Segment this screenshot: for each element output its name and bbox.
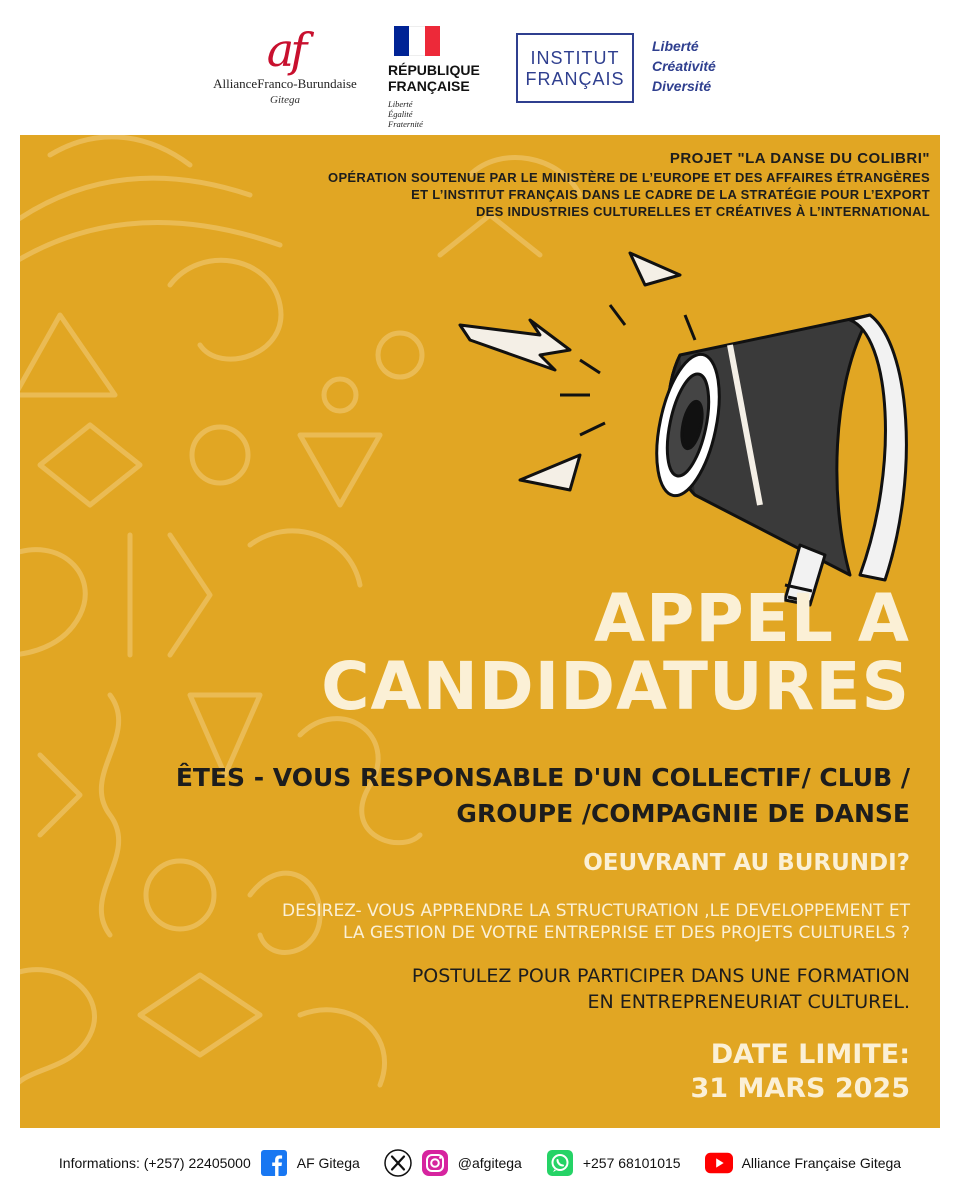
youtube-channel[interactable]: Alliance Française Gitega <box>741 1155 902 1171</box>
institut-line1: INSTITUT <box>530 48 620 68</box>
institut-tagline <box>652 36 716 96</box>
logo-bar <box>0 0 960 135</box>
marianne-flag-icon <box>394 26 440 56</box>
motto-egalite: Égalité <box>388 109 413 119</box>
alliance-city: Gitega <box>270 94 300 106</box>
apply-line1: POSTULEZ POUR PARTICIPER DANS UNE FORMATION <box>411 965 910 987</box>
republique-francaise-logo <box>388 26 498 129</box>
tag-creativite: Créativité <box>652 58 716 74</box>
desire-line1: DESIREZ- VOUS APPRENDRE LA STRUCTURATION ,LE DEVELOPPEMENT ET <box>282 901 910 921</box>
project-line-2: ET L’INSTITUT FRANÇAIS DANS LE CADRE DE LA STRATÉGIE POUR L’EXPORT <box>411 187 930 202</box>
af-mark: af <box>266 23 304 77</box>
deadline-block <box>690 1038 910 1106</box>
project-line-1: OPÉRATION SOUTENUE PAR LE MINISTÈRE DE L’EUROPE ET DES AFFAIRES ÉTRANGÈRES <box>328 170 930 185</box>
motto-liberte: Liberté <box>388 99 413 109</box>
republique-line1: RÉPUBLIQUE <box>388 62 480 78</box>
instagram-icon[interactable] <box>421 1149 449 1177</box>
alliance-name: AllianceFranco-Burundaise <box>213 76 357 91</box>
republique-line2: FRANÇAISE <box>388 78 470 94</box>
question-block <box>176 760 910 832</box>
project-line-3: DES INDUSTRIES CULTURELLES ET CRÉATIVES À L’INTERNATIONAL <box>475 204 930 219</box>
instagram-handle[interactable]: @afgitega <box>457 1155 522 1171</box>
youtube-icon[interactable] <box>705 1149 733 1177</box>
apply-block <box>412 963 910 1015</box>
desire-block <box>282 900 910 944</box>
whatsapp-number[interactable]: +257 68101015 <box>582 1155 681 1171</box>
facebook-handle[interactable]: AF Gitega <box>296 1155 360 1171</box>
facebook-icon[interactable] <box>260 1149 288 1177</box>
project-header <box>328 149 930 220</box>
contact-footer <box>0 1138 960 1188</box>
megaphone-icon <box>430 245 910 615</box>
institut-francais-logo <box>516 33 634 103</box>
project-title: PROJET "LA DANSE DU COLIBRI" <box>669 150 930 167</box>
tag-diversite: Diversité <box>652 78 712 94</box>
apply-line2: EN ENTREPRENEURIAT CULTUREL. <box>587 991 910 1013</box>
whatsapp-icon[interactable] <box>546 1149 574 1177</box>
deadline-label: DATE LIMITE: <box>710 1039 910 1070</box>
question-line2: GROUPE /COMPAGNIE DE DANSE <box>456 799 910 828</box>
x-icon[interactable] <box>384 1149 412 1177</box>
tag-liberte: Liberté <box>652 38 699 54</box>
info-phone: Informations: (+257) 22405000 <box>58 1155 251 1171</box>
headline <box>321 580 910 725</box>
alliance-francaise-logo <box>205 23 365 106</box>
headline-line2: CANDIDATURES <box>321 648 910 725</box>
question-line1: ÊTES - VOUS RESPONSABLE D'UN COLLECTIF/ CLUB / <box>175 763 910 792</box>
deadline-date: 31 MARS 2025 <box>690 1073 910 1104</box>
headline-line1: APPEL A <box>593 580 910 657</box>
poster-panel <box>20 135 940 1128</box>
question-line3: OEUVRANT AU BURUNDI? <box>583 850 910 876</box>
motto-fraternite: Fraternité <box>388 119 423 129</box>
desire-line2: LA GESTION DE VOTRE ENTREPRISE ET DES PROJETS CULTURELS ? <box>342 923 910 943</box>
institut-line2: FRANÇAIS <box>525 69 625 89</box>
